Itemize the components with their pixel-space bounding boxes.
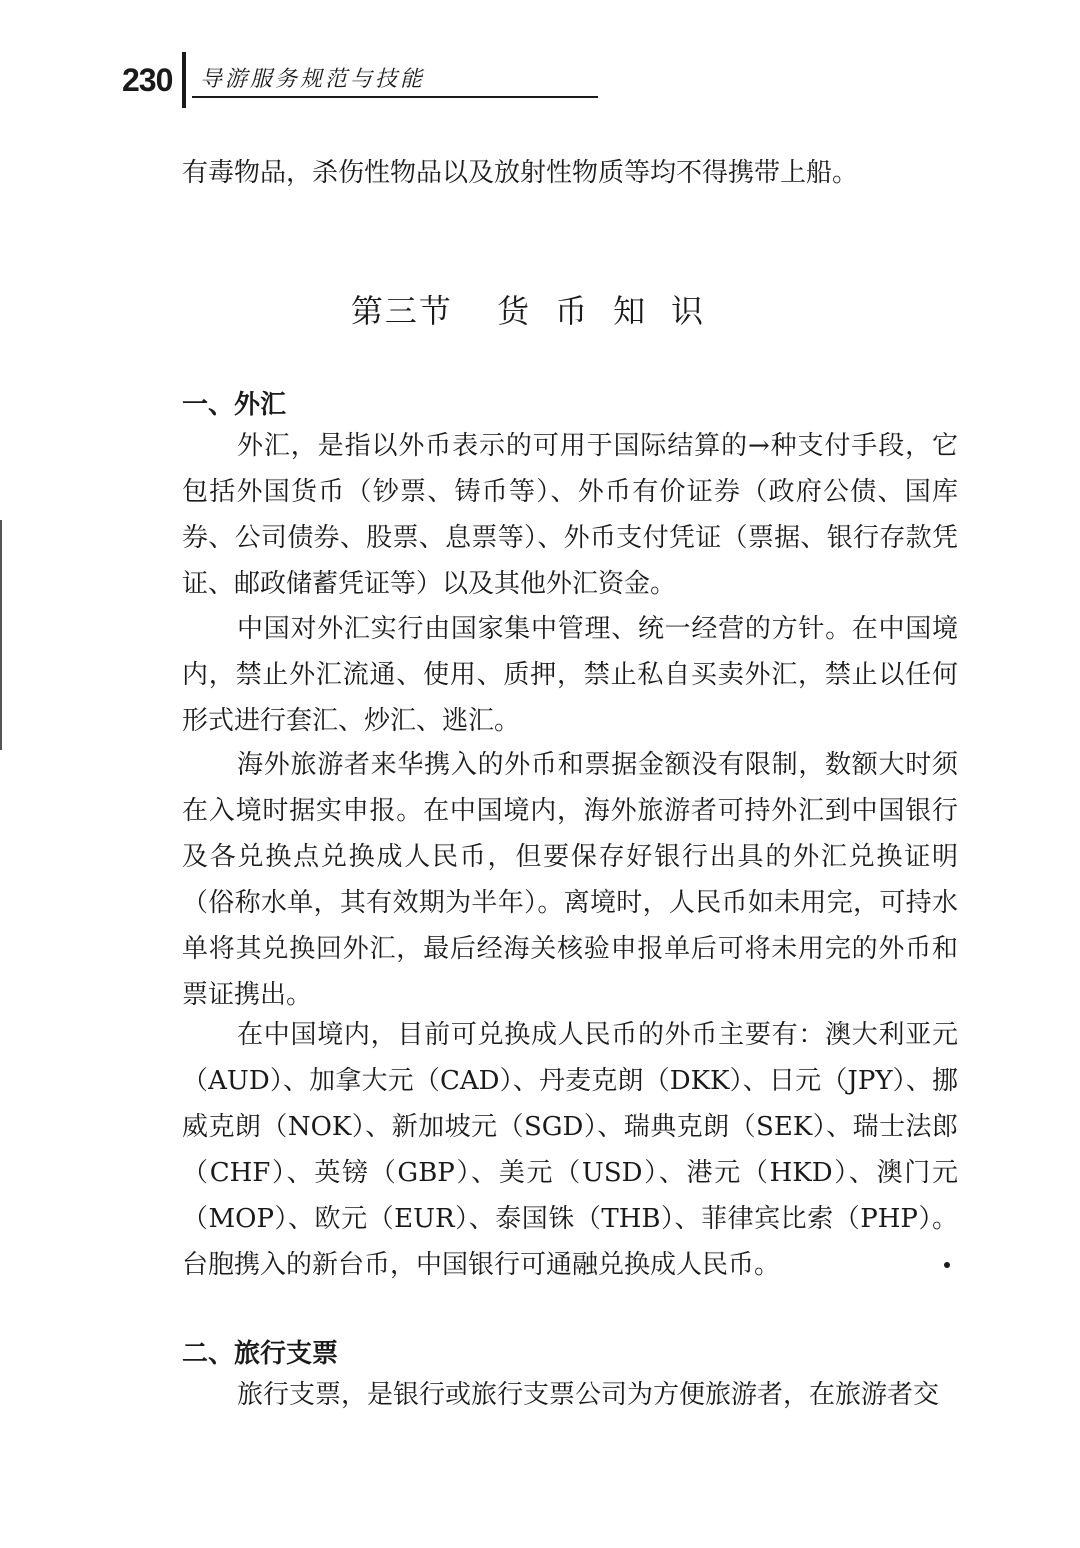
paragraph-travelers-cheques: 旅行支票，是银行或旅行支票公司为方便旅游者，在旅游者交 bbox=[237, 1380, 940, 1410]
section-number: 第三节 bbox=[350, 292, 453, 330]
stray-mark bbox=[944, 1262, 950, 1268]
paragraph-forex-definition: 外汇，是指以外币表示的可用于国际结算的→种支付手段，它包括外国货币（钞票、铸币等）、外币有价证券（政府公债、国库券、公司债券、股票、息票等）、外币支付凭证（票据、银行存款凭证、邮政储蓄凭证等）以及其他外汇资金。 bbox=[182, 431, 958, 599]
paragraph-forex-tourists: 海外旅游者来华携入的外币和票据金额没有限制，数额大时须在入境时据实申报。在中国境内，海外旅游者可持外汇到中国银行及各兑换点兑换成人民币，但要保存好银行出具的外汇兑换证明（俗称水单，其有效期为半年）。离境时，人民币如未用完，可持水单将其兑换回外汇，最后经海关核验申报单后可将未用完的外币和票证携出。 bbox=[182, 750, 958, 1010]
running-header-title: 导游服务规范与技能 bbox=[200, 67, 426, 92]
section-title bbox=[0, 286, 1080, 332]
header-vertical-rule bbox=[182, 52, 186, 108]
header-horizontal-rule bbox=[192, 96, 598, 98]
section-name: 货币知识 bbox=[497, 292, 730, 330]
intro-line: 有毒物品，杀伤性物品以及放射性物质等均不得携带上船。 bbox=[182, 158, 859, 188]
paragraph-forex-policy: 中国对外汇实行由国家集中管理、统一经营的方针。在中国境内，禁止外汇流通、使用、质押，禁止私自买卖外汇，禁止以任何形式进行套汇、炒汇、逃汇。 bbox=[182, 614, 958, 736]
heading-foreign-exchange: 一、外汇 bbox=[182, 390, 287, 420]
page-number: 230 bbox=[122, 62, 173, 98]
scan-edge-line bbox=[0, 520, 2, 750]
paragraph-convertible-currencies: 在中国境内，目前可兑换成人民币的外币主要有：澳大利亚元（AUD）、加拿大元（CAD）、丹麦克朗（DKK）、日元（JPY）、挪威克朗（NOK）、新加坡元（SGD）、瑞典克朗（SEK）、瑞士法郎（CHF）、英镑（GBP）、美元（USD）、港元（HKD）、澳门元（MOP）、欧元（EUR）、泰国铢（THB）、菲律宾比索（PHP）。台胞携入的新台币，中国银行可通融兑换成人民币。 bbox=[182, 1020, 958, 1280]
heading-travelers-cheques: 二、旅行支票 bbox=[182, 1339, 339, 1369]
